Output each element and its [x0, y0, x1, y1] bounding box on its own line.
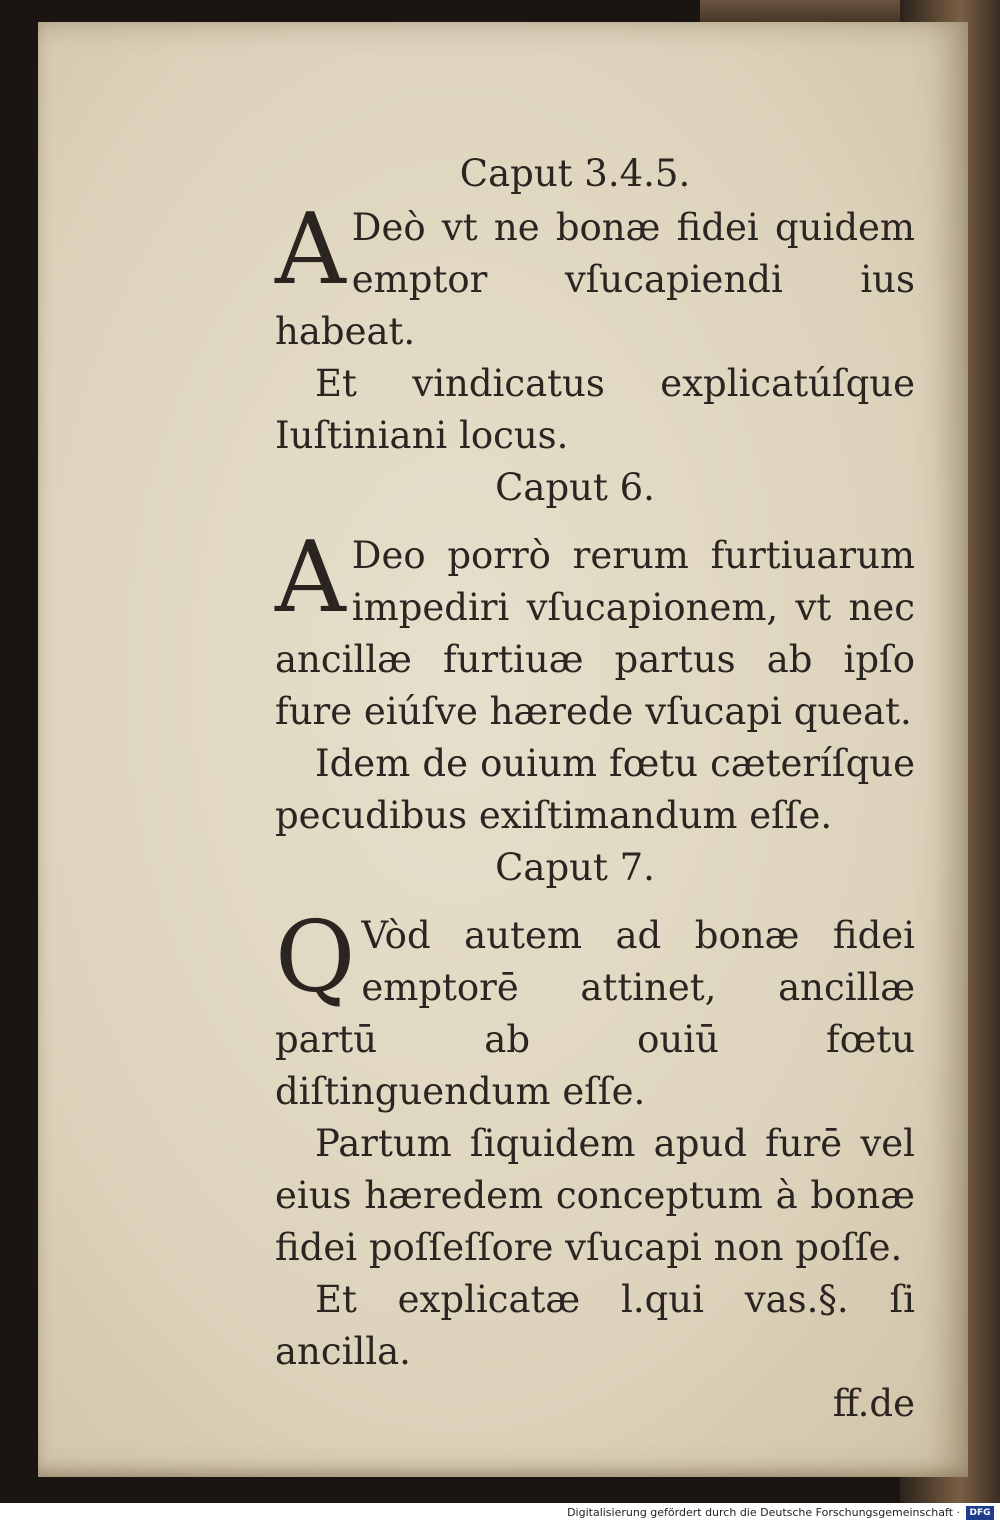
drop-cap-initial: Q: [275, 901, 356, 1015]
paragraph: [275, 521, 915, 738]
digitization-footer: [0, 1503, 1000, 1524]
paragraph: [275, 901, 915, 1118]
paragraph: Idem de ouium fœtu cæteríſque pecudibus exiſtimandum eſſe.: [275, 742, 915, 837]
spacer: [275, 516, 915, 530]
chapter-heading: Caput 3.4.5.: [459, 152, 691, 195]
paragraph-text: Vòd autem ad bonæ fidei emptorē attinet, ancillæ partū ab ouiū fœtu diſtinguendum eſſe.: [275, 914, 915, 1113]
spacer: [275, 896, 915, 910]
dfg-logo-icon: DFG: [966, 1506, 994, 1520]
page-text: [275, 148, 915, 1430]
catchword: ff.de: [832, 1382, 915, 1425]
funding-credit: Digitalisierung gefördert durch die Deutsche Forschungsgemeinschaft ·: [567, 1506, 960, 1519]
paragraph-text: Deo porrò rerum furtiuarum impediri vſucapionem, vt nec ancillæ furtiuæ partus ab ipſo fure eiúſve hærede vſucapi queat.: [275, 534, 915, 733]
paragraph-text: Deò vt ne bonæ fidei quidem emptor vſucapiendi ius habeat.: [275, 206, 915, 353]
chapter-heading: Caput 6.: [495, 466, 655, 509]
paragraph: Et vindicatus explicatúſque Iuſtiniani locus.: [275, 362, 915, 457]
chapter-heading: Caput 7.: [495, 846, 655, 889]
paragraph: Partum ſiquidem apud furē vel eius hæredem conceptum à bonæ fidei poſſeſſore vſucapi non poſſe.: [275, 1122, 915, 1269]
drop-cap-initial: A: [275, 521, 346, 635]
paragraph: Et explicatæ l.qui vas.§. ſi ancilla.: [275, 1278, 915, 1373]
drop-cap-initial: A: [275, 193, 346, 307]
paragraph: [275, 193, 915, 358]
